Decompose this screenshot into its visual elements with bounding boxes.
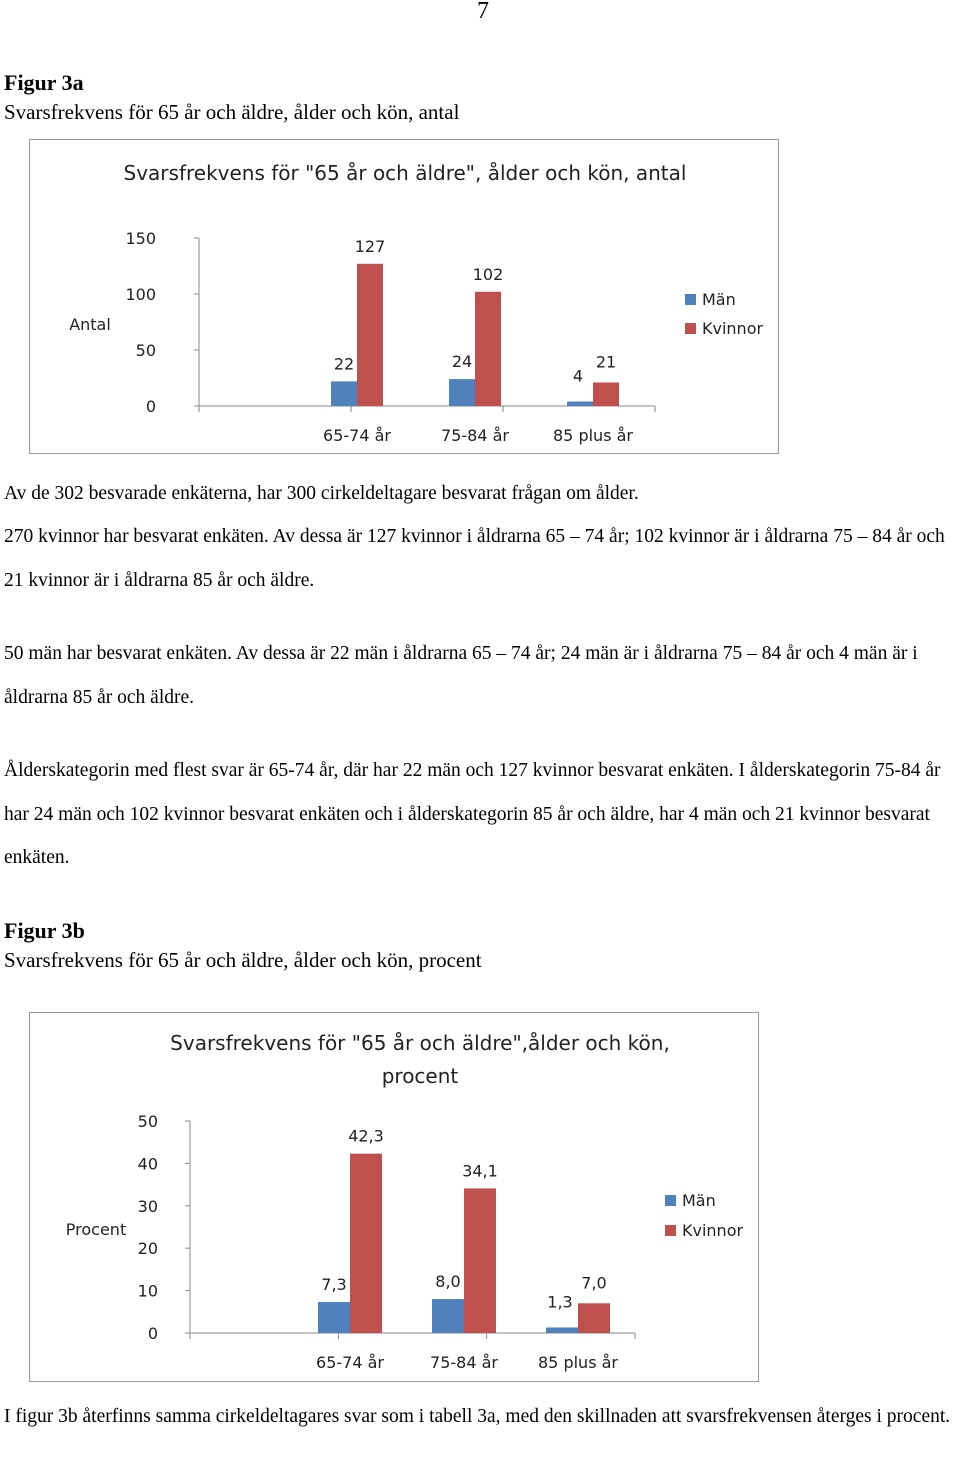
chart-3a-legend-swatch [685, 323, 696, 334]
chart-3a-bar-man [567, 402, 593, 406]
chart-3b-bar-man [318, 1302, 350, 1333]
paragraph-men: 50 män har besvarat enkäten. Av dessa är 22 män i åldrarna 65 – 74 år; 24 män är i åldrarna 75 – 84 år och 4 män är i åldrarna 85 år och äldre. [4, 643, 918, 708]
chart-3a-legend-label: Män [702, 290, 736, 309]
paragraph-figure-3b-note: I figur 3b återfinns samma cirkeldeltagares svar som i tabell 3a, med den skillnaden att svarsfrekvensen återges i procent. [4, 1406, 951, 1427]
chart-3b-bar-man [432, 1299, 464, 1333]
chart-3b-legend-label: Män [682, 1191, 716, 1210]
chart-3a-category-label: 65-74 år [323, 426, 391, 445]
chart-3b-y-tick-label: 50 [137, 1112, 158, 1131]
figure-3b-caption: Svarsfrekvens för 65 år och äldre, ålder och kön, procent [4, 948, 482, 972]
chart-3b-y-tick-label: 40 [137, 1154, 158, 1174]
chart-3b-title-line-1: Svarsfrekvens för "65 år och äldre",ålder och kön, [170, 1031, 670, 1055]
chart-3a-y-tick-label: 50 [135, 341, 156, 360]
chart-3b-data-label: 7,0 [581, 1273, 607, 1293]
chart-3b [29, 1012, 759, 1382]
chart-3b-data-label: 7,3 [321, 1275, 347, 1295]
chart-3a-data-label: 4 [572, 366, 584, 386]
chart-3a-data-label: 24 [451, 352, 473, 372]
chart-3a-data-label: 22 [333, 354, 355, 374]
chart-3b-category-label: 65-74 år [316, 1353, 384, 1372]
chart-3a-y-axis-label: Antal [69, 315, 111, 334]
chart-3b-legend-label: Kvinnor [682, 1221, 744, 1240]
chart-3a-legend-label: Kvinnor [702, 319, 764, 338]
chart-3b-bar-kvinnor [350, 1154, 382, 1333]
chart-3a-data-label: 127 [354, 236, 386, 256]
page-number: 7 [477, 0, 489, 24]
chart-3a-bar-kvinnor [357, 264, 383, 406]
chart-3b-legend-swatch [665, 1225, 676, 1236]
chart-3b-svg [30, 1013, 760, 1383]
figure-3a-caption: Svarsfrekvens för 65 år och äldre, ålder och kön, antal [4, 100, 460, 124]
chart-3a-svg [30, 140, 780, 455]
paragraph-women: 270 kvinnor har besvarat enkäten. Av dessa är 127 kvinnor i åldrarna 65 – 74 år; 102 kvinnor är i åldrarna 75 – 84 år och 21 kvinnor är i åldrarna 85 år och äldre. [4, 526, 945, 591]
chart-3b-bar-man [546, 1327, 578, 1333]
chart-3b-data-label: 34,1 [462, 1161, 498, 1181]
chart-3a-category-label: 75-84 år [441, 426, 509, 445]
chart-3b-title-line-2: procent [381, 1064, 459, 1088]
chart-3b-legend-swatch [665, 1195, 676, 1206]
chart-3a-bar-man [449, 379, 475, 406]
chart-3b-y-axis-label: Procent [65, 1220, 127, 1239]
chart-3b-category-label: 85 plus år [538, 1353, 618, 1372]
chart-3b-y-tick-label: 20 [137, 1239, 158, 1259]
chart-3a-data-label: 21 [595, 352, 617, 372]
chart-3a-y-tick-label: 100 [125, 285, 156, 304]
chart-3b-bar-kvinnor [464, 1188, 496, 1333]
chart-3a [29, 139, 779, 454]
chart-3b-y-tick-label: 10 [137, 1281, 158, 1301]
chart-3a-bar-kvinnor [475, 292, 501, 406]
chart-3b-data-label: 8,0 [435, 1272, 461, 1292]
chart-3a-title: Svarsfrekvens för "65 år och äldre", ålder och kön, antal [123, 161, 687, 185]
chart-3b-bar-kvinnor [578, 1303, 610, 1333]
chart-3a-category-label: 85 plus år [553, 426, 633, 445]
chart-3a-bar-kvinnor [593, 382, 619, 406]
chart-3b-y-tick-label: 0 [147, 1324, 158, 1343]
chart-3a-data-label: 102 [472, 264, 504, 284]
figure-3a-label: Figur 3a [4, 70, 84, 95]
chart-3b-data-label: 1,3 [547, 1292, 573, 1312]
chart-3a-bar-man [331, 381, 357, 406]
chart-3a-y-tick-label: 150 [125, 229, 156, 248]
paragraph-age-categories: Ålderskategorin med flest svar är 65-74 år, där har 22 män och 127 kvinnor besvarat enkäten. I ålderskategorin 75-84 år har 24 män och 102 kvinnor besvarat enkäten och i ålderskategorin 85 år och äldre, har 4 män och 21 kvinnor besvarat enkäten. [4, 760, 941, 868]
chart-3b-y-tick-label: 30 [137, 1196, 158, 1216]
chart-3b-category-label: 75-84 år [430, 1353, 498, 1372]
chart-3a-legend-swatch [685, 294, 696, 305]
paragraph-response-count: Av de 302 besvarade enkäterna, har 300 cirkeldeltagare besvarat frågan om ålder. [4, 483, 639, 504]
chart-3a-y-tick-label: 0 [145, 397, 156, 416]
chart-3b-data-label: 42,3 [348, 1126, 384, 1146]
figure-3b-label: Figur 3b [4, 918, 85, 943]
